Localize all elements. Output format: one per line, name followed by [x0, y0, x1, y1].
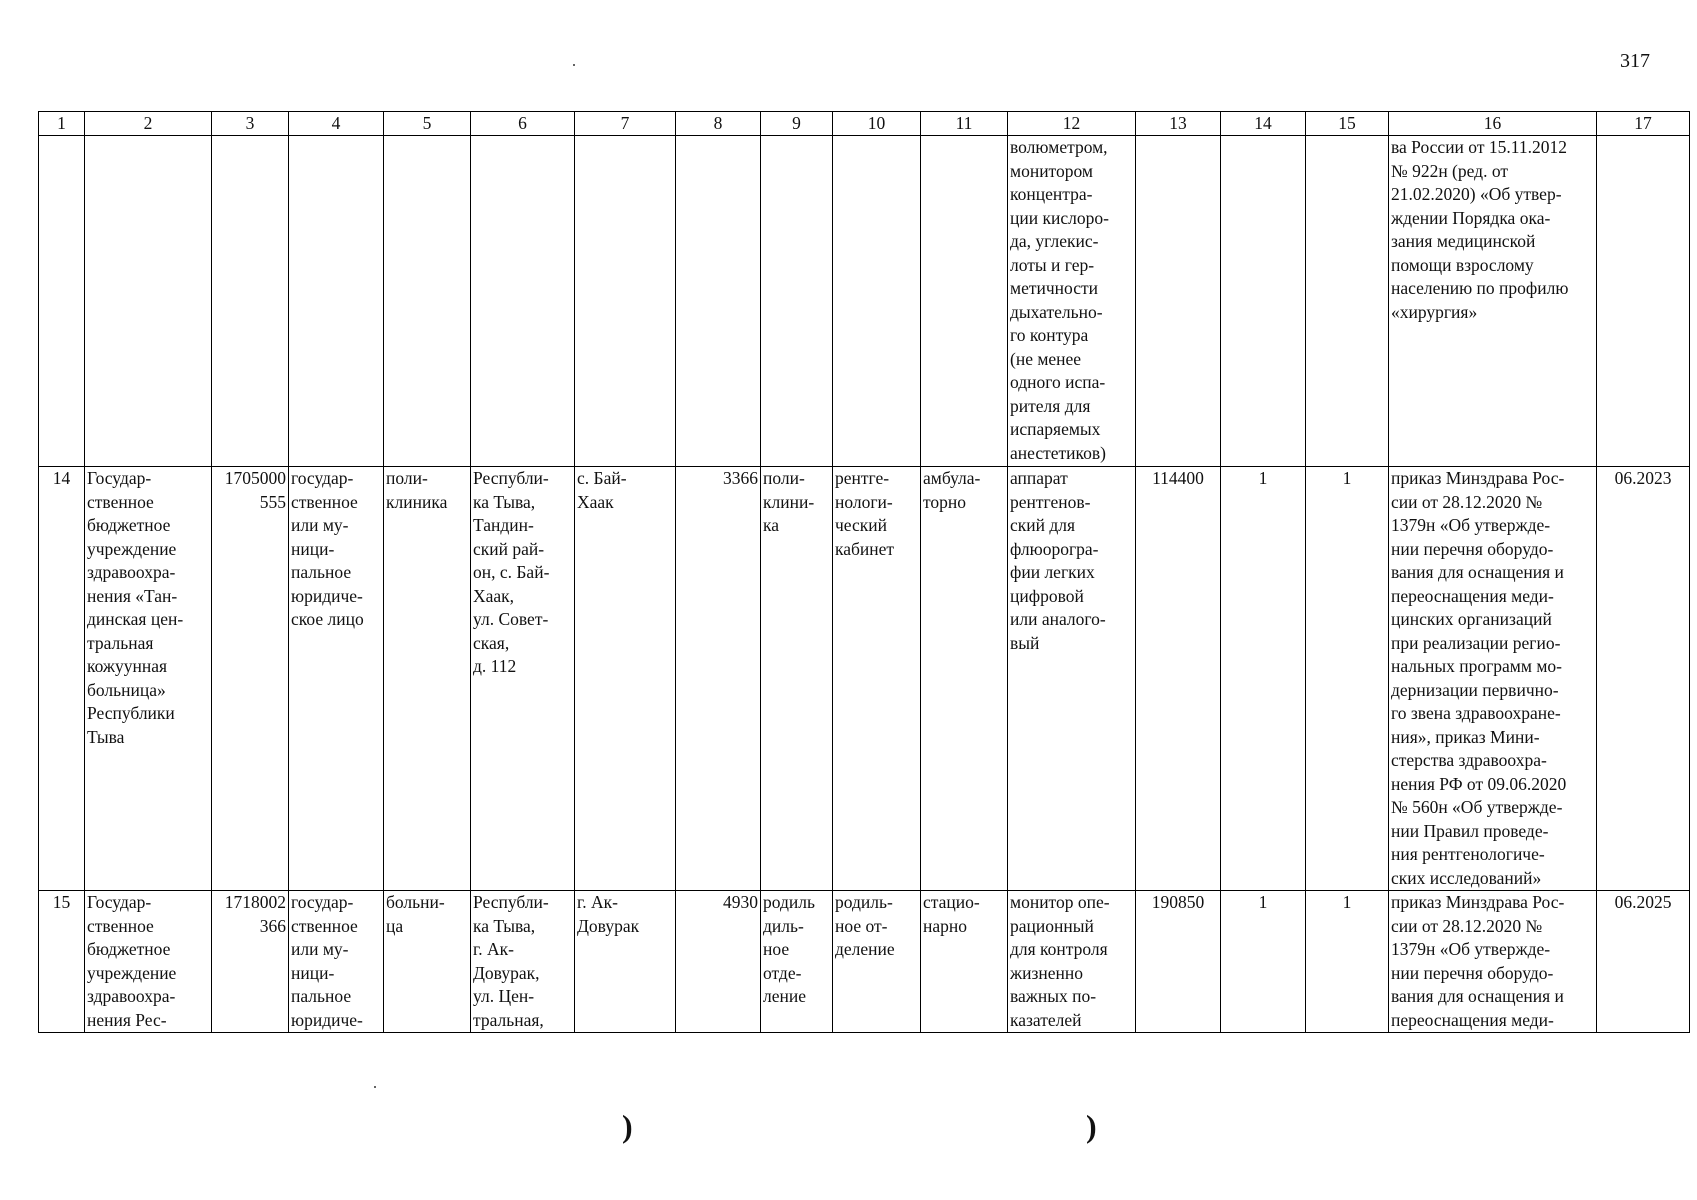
cell-equipment-name: монитор опе- рационный для контроля жизненно важных по- казателей: [1008, 891, 1136, 1033]
cell-quantity: 1: [1221, 467, 1306, 891]
cell-population: 4930: [676, 891, 761, 1033]
cell-care-type: стацио- нарно: [921, 891, 1008, 1033]
cell-facility-type: больни- ца: [384, 891, 471, 1033]
column-number: 15: [1306, 112, 1389, 136]
equipment-table: [38, 111, 1690, 1033]
column-number: 5: [384, 112, 471, 136]
cell-facility-type: поли- клиника: [384, 467, 471, 891]
cell-legal-basis: приказ Минздрава Рос- сии от 28.12.2020 № 1379н «Об утвержде- нии перечня оборудо- вания для оснащения и переоснащения меди-: [1389, 891, 1597, 1033]
column-number: 10: [833, 112, 921, 136]
cell-legal-basis: приказ Минздрава Рос- сии от 28.12.2020 № 1379н «Об утвержде- нии перечня оборудо- вания для оснащения и переоснащения меди- цинских организаций при реализации регио- нальных программ мо- дернизации первично- го звена здравоохране- ния», приказ Мини- стерства здравоохра- нения РФ от 09.06.2020 № 560н «Об утвержде- нии Правил проведе- ния рентгенологиче- ских исследований»: [1389, 467, 1597, 891]
cell-legal-basis: ва России от 15.11.2012 № 922н (ред. от 21.02.2020) «Об утвер- ждении Порядка ока- зания медицинской помощи взрослому населению по профилю «хирургия»: [1389, 136, 1597, 467]
cell-ogrn-code: 1718002 366: [212, 891, 289, 1033]
column-number: 12: [1008, 112, 1136, 136]
cell-settlement: с. Бай- Хаак: [575, 467, 676, 891]
column-number: 17: [1597, 112, 1690, 136]
scan-mark-left: ): [622, 1108, 633, 1144]
cell-equipment-name: волюметром, монитором концентра- ции кислоро- да, углекис- лоты и гер- метичности дыхательно- го контура (не менее одного испа- рителя для испаряемых анестетиков): [1008, 136, 1136, 467]
cell-institution-name: [85, 136, 212, 467]
cell-address: Республи- ка Тыва, г. Ак- Довурак, ул. Цен- тральная,: [471, 891, 575, 1033]
column-number: 4: [289, 112, 384, 136]
cell-address: [471, 136, 575, 467]
cell-ogrn-code: [212, 136, 289, 467]
cell-row-number: 15: [39, 891, 85, 1033]
column-number: 14: [1221, 112, 1306, 136]
column-number: 9: [761, 112, 833, 136]
table-row: [39, 467, 1690, 891]
cell-quantity-planned: 1: [1306, 891, 1389, 1033]
table-header-row: [39, 112, 1690, 136]
cell-settlement: г. Ак- Довурак: [575, 891, 676, 1033]
cell-price: 190850: [1136, 891, 1221, 1033]
cell-legal-form: государ- ственное или му- ници- пальное юридиче-: [289, 891, 384, 1033]
cell-deadline: [1597, 136, 1690, 467]
cell-deadline: 06.2023: [1597, 467, 1690, 891]
cell-care-type: амбула- торно: [921, 467, 1008, 891]
column-number: 7: [575, 112, 676, 136]
cell-quantity: 1: [1221, 891, 1306, 1033]
cell-equipment-name: аппарат рентгенов- ский для флюорогра- фии легких цифровой или аналого- вый: [1008, 467, 1136, 891]
page-number: 317: [1620, 50, 1650, 72]
cell-population: [676, 136, 761, 467]
cell-legal-form: [289, 136, 384, 467]
cell-department: [761, 136, 833, 467]
cell-subdivision: рентге- нологи- ческий кабинет: [833, 467, 921, 891]
cell-institution-name: Государ- ственное бюджетное учреждение здравоохра- нения «Тан- динская цен- тральная кожуунная больница» Республики Тыва: [85, 467, 212, 891]
cell-address: Республи- ка Тыва, Тандин- ский рай- он, с. Бай- Хаак, ул. Совет- ская, д. 112: [471, 467, 575, 891]
cell-row-number: 14: [39, 467, 85, 891]
column-number: 1: [39, 112, 85, 136]
column-number: 3: [212, 112, 289, 136]
cell-institution-name: Государ- ственное бюджетное учреждение здравоохра- нения Рес-: [85, 891, 212, 1033]
cell-row-number: [39, 136, 85, 467]
column-number: 16: [1389, 112, 1597, 136]
scan-speck: [374, 1086, 376, 1088]
cell-settlement: [575, 136, 676, 467]
cell-care-type: [921, 136, 1008, 467]
cell-price: [1136, 136, 1221, 467]
table-row: [39, 136, 1690, 467]
scan-speck: [573, 64, 575, 66]
cell-quantity: [1221, 136, 1306, 467]
cell-subdivision: [833, 136, 921, 467]
scan-mark-right: ): [1086, 1108, 1097, 1144]
cell-ogrn-code: 1705000 555: [212, 467, 289, 891]
cell-population: 3366: [676, 467, 761, 891]
column-number: 8: [676, 112, 761, 136]
cell-department: родиль диль- ное отде- ление: [761, 891, 833, 1033]
cell-subdivision: родиль- ное от- деление: [833, 891, 921, 1033]
column-number: 6: [471, 112, 575, 136]
column-number: 11: [921, 112, 1008, 136]
cell-department: поли- клини- ка: [761, 467, 833, 891]
column-number: 13: [1136, 112, 1221, 136]
cell-price: 114400: [1136, 467, 1221, 891]
column-number: 2: [85, 112, 212, 136]
table-row: [39, 891, 1690, 1033]
cell-deadline: 06.2025: [1597, 891, 1690, 1033]
cell-facility-type: [384, 136, 471, 467]
cell-quantity-planned: 1: [1306, 467, 1389, 891]
cell-legal-form: государ- ственное или му- ници- пальное юридиче- ское лицо: [289, 467, 384, 891]
cell-quantity-planned: [1306, 136, 1389, 467]
